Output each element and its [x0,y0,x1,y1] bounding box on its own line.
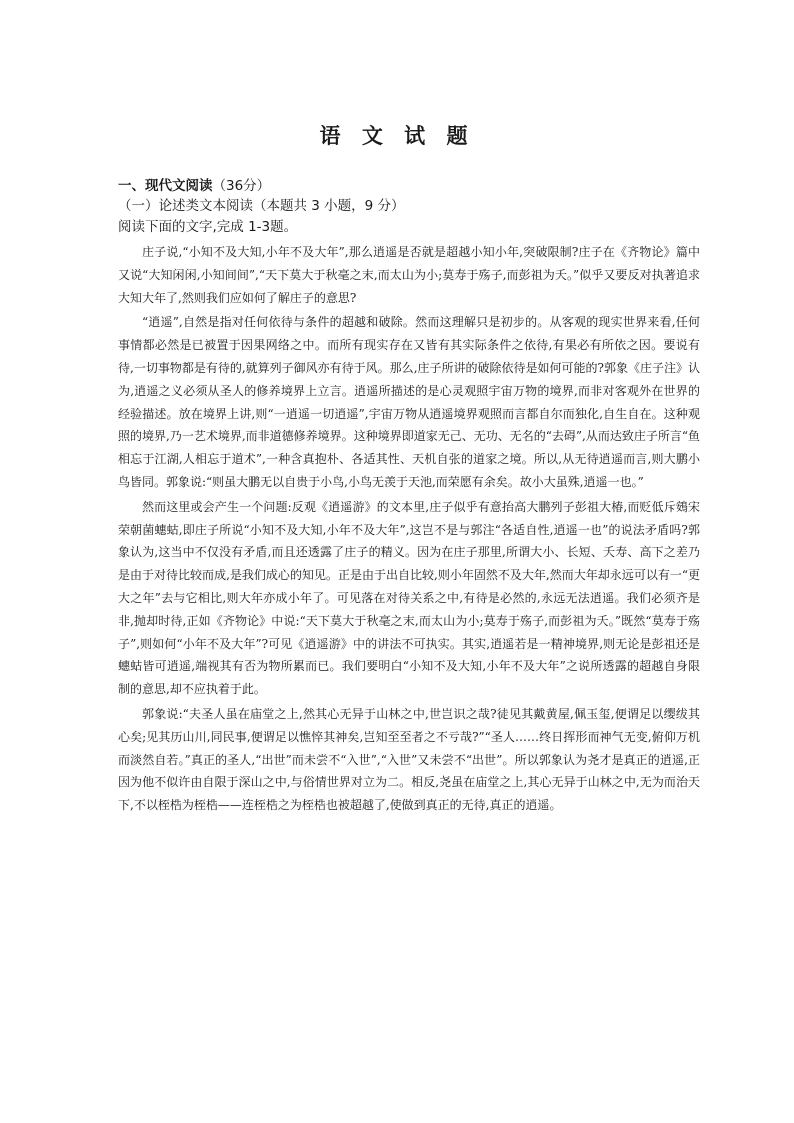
exam-content [118,176,700,819]
section-heading-text: 一、现代文阅读 [118,178,213,194]
reading-instruction: 阅读下面的文字,完成 1-3题。 [118,219,298,235]
section-heading [118,176,700,196]
reading-passage [118,241,700,817]
page-title: 语 文 试 题 [319,123,475,148]
passage-paragraph-4: 郭象说:“夫圣人虽在庙堂之上,然其心无异于山林之中,世岂识之哉?徒见其戴黄屋,佩玉玺,便谓足以缨绂其心矣;见其历山川,同民事,便谓足以憔悴其神矣,岂知至至者之不亏哉?”“圣人……终日挥形而神气无变,俯仰万机而淡然自若。”真正的圣人,“出世”而未尝不“入世”,“入世”又未尝不“出世”。所以郭象认为尧才是真正的逍遥,正因为他不似许由自限于深山之中,与俗情世界对立为二。相反,尧虽在庙堂之上,其心无异于山林之中,无为而治天下,不以桎梏为桎梏——连桎梏之为桎梏也被超越了,使做到真正的无待,真正的逍遥。 [118,706,700,813]
subsection-heading: （一）论述类文本阅读（本题共 3 小题，9 分） [118,198,405,214]
passage-paragraph-3: 然而这里或会产生一个问题:反观《逍遥游》的文本里,庄子似乎有意抬高大鹏列子彭祖大椿,而贬低斥鴳宋荣朝菌蟪蛄,即庄子所说“小知不及大知,小年不及大年”,这岂不是与郭注“各适自性,逍遥一也”的说法矛盾吗?郭象认为,这当中不仅没有矛盾,而且还透露了庄子的精义。因为在庄子那里,所谓大小、长短、夭寿、高下之差乃是由于对待比较而成,是我们成心的知见。正是由于出自比较,则小年固然不及大年,然而大年却永远可以有一“更大之年”去与它相比,则大年亦成小年了。可见落在对待关系之中,有待是必然的,永远无法逍遥。我们必须齐是非,抛却时待,正如《齐物论》中说:“天下莫大于秋毫之末,而太山为小;莫寿于殇子,而彭祖为夭。”既然“莫寿于殇子”,则如何“小年不及大年”?可见《逍遥游》中的讲法不可执实。其实,逍遥若是一精神境界,则无论是彭祖还是蟪蛄皆可逍遥,端视其有否为物所累而已。我们要明白“小知不及大知,小年不及大年”之说所透露的超越自身限制的意思,却不应执着于此。 [118,499,700,697]
passage-paragraph-1: 庄子说,“小知不及大知,小年不及大年”,那么逍遥是否就是超越小知小年,突破限制?庄子在《齐物论》篇中又说“大知闲闲,小知间间”,“天下莫大于秋毫之末,而太山为小;莫寿于殇子,而彭祖为夭。”似乎又要反对执著追求大知大年了,然则我们应如何了解庄子的意思? [118,245,700,305]
passage-paragraph-2: “逍遥”,自然是指对任何依待与条件的超越和破除。然而这理解只是初步的。从客观的现实世界来看,任何事情都必然是已被置于因果网络之中。而所有现实存在又皆有其实际条件之依待,有果必有所依之因。要说有待,一切事物都是有待的,就算列子御风亦有待于风。那么,庄子所讲的破除依待是如何可能的?郭象《庄子注》认为,逍遥之义必须从圣人的修养境界上立言。逍遥所描述的是心灵观照宇宙万物的境界,而非对客观外在世界的经验描述。放在境界上讲,则“一逍遥一切逍遥”,宇宙万物从逍遥境界观照而言都自尔而独化,自生自在。这种观照的境界,乃一艺术境界,而非道德修养境界。这种境界即道家无己、无功、无名的“去碍”,从而达致庄子所言“鱼相忘于江湖,人相忘于道术”,一种含真抱朴、各适其性、天机自张的道家之境。所以,从无待逍遥而言,则大鹏小鸟皆同。郭象说:“则虽大鹏无以自贵于小鸟,小鸟无羡于天池,而荣愿有余矣。故小大虽殊,逍遥一也。” [118,315,700,489]
section-points: （36分） [212,178,271,194]
